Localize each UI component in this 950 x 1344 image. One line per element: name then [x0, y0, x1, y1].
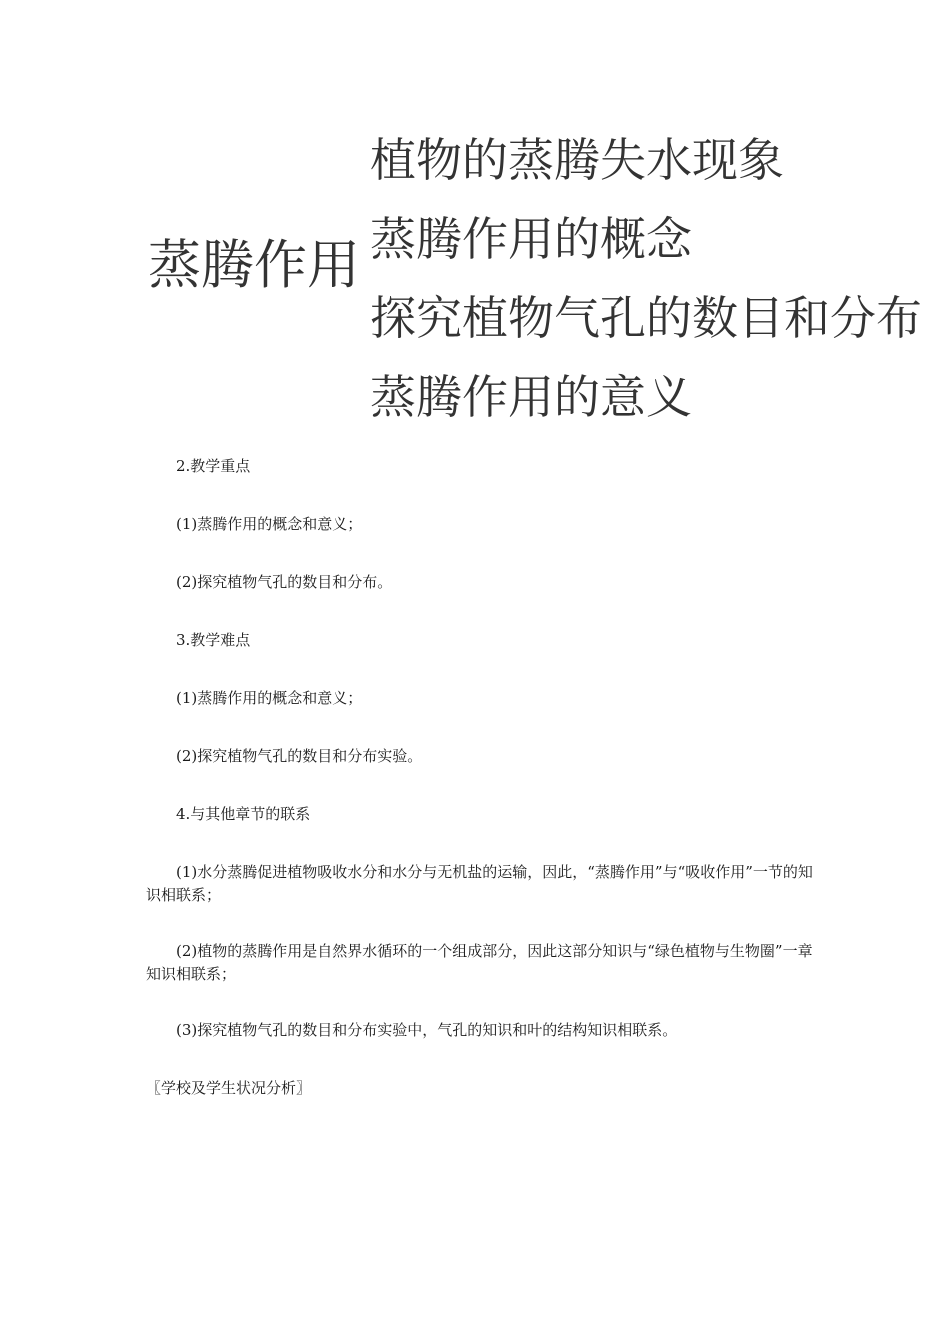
section-heading-difficulties: 3.教学难点 [176, 631, 251, 649]
concept-map-branch: 蒸腾作用的意义 [370, 370, 692, 424]
document-body [146, 455, 816, 1100]
difficulty-item: (2)探究植物气孔的数目和分布实验。 [176, 747, 423, 765]
concept-map-branch: 植物的蒸腾失水现象 [370, 133, 784, 187]
connection-item: (1)水分蒸腾促进植物吸收水分和水分与无机盐的运输，因此，“蒸腾作用”与“吸收作用”一节的知识相联系； [146, 863, 813, 904]
difficulty-item: (1)蒸腾作用的概念和意义； [176, 689, 363, 707]
section-heading-connections: 4.与其他章节的联系 [176, 805, 311, 823]
section-heading-key-points: 2.教学重点 [176, 457, 251, 475]
key-point-item: (2)探究植物气孔的数目和分布。 [176, 573, 393, 591]
connection-item: (2)植物的蒸腾作用是自然界水循环的一个组成部分，因此这部分知识与“绿色植物与生物圈”一章知识相联系； [146, 942, 813, 983]
next-section-heading: 〖学校及学生状况分析〗 [146, 1079, 312, 1097]
concept-map-branches [370, 121, 922, 437]
concept-map-branch: 蒸腾作用的概念 [370, 212, 692, 266]
connection-item: (3)探究植物气孔的数目和分布实验中，气孔的知识和叶的结构知识相联系。 [176, 1021, 678, 1039]
concept-map-branch: 探究植物气孔的数目和分布 [370, 291, 922, 345]
concept-map-root: 蒸腾作用 [148, 235, 360, 296]
key-point-item: (1)蒸腾作用的概念和意义； [176, 515, 363, 533]
